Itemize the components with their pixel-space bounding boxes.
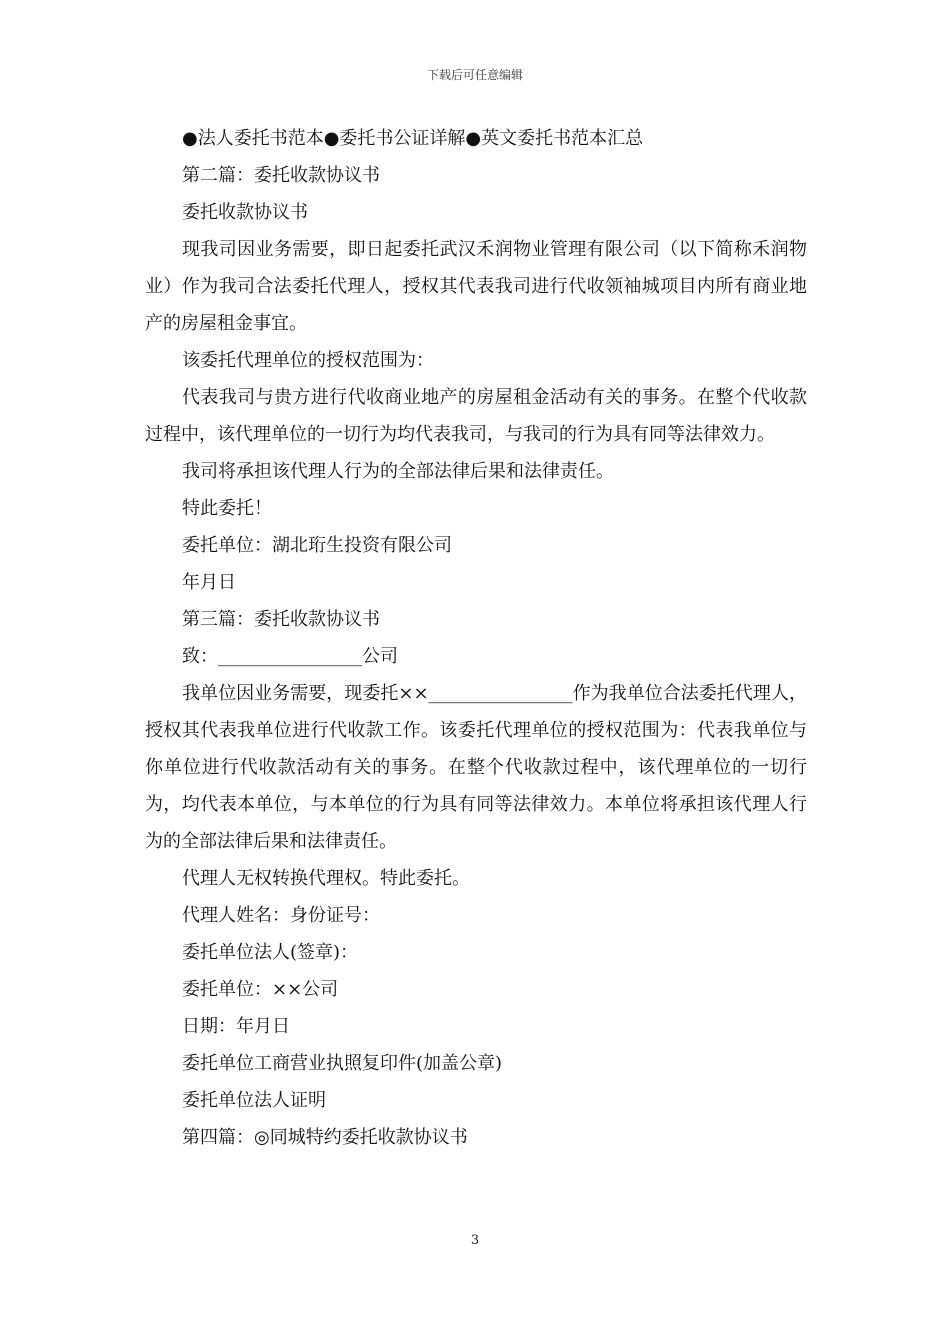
page-number: 3	[470, 1233, 480, 1248]
paragraph-no-transfer: 代理人无权转换代理权。特此委托。	[182, 868, 470, 889]
section-heading-3: 第三篇：委托收款协议书	[182, 609, 380, 630]
document-title-2: 委托收款协议书	[182, 202, 308, 223]
paragraph-legal-rep-signature: 委托单位法人(签章)：	[182, 942, 359, 963]
paragraph-entrusting-unit: 委托单位：湖北珩生投资有限公司	[182, 535, 452, 556]
paragraph-scope-detail: 代表我司与贵方进行代收商业地产的房屋租金活动有关的事务。在整个代收款过程中，该代理单位的一切行为均代表我司，与我司的行为具有同等法律效力。	[145, 387, 807, 445]
section-heading-4: 第四篇：◎同城特约委托收款协议书	[182, 1127, 468, 1148]
paragraph-entrustment: 现我司因业务需要，即日起委托武汉禾润物业管理有限公司（以下简称禾润物业）作为我司合法委托代理人，授权其代表我司进行代收领袖城项目内所有商业地产的房屋租金事宜。	[145, 239, 807, 334]
paragraph-agent-name: 代理人姓名：身份证号：	[182, 905, 380, 926]
paragraph-business-license: 委托单位工商营业执照复印件(加盖公章)	[182, 1053, 503, 1074]
paragraph-date: 年月日	[182, 572, 236, 593]
paragraph-liability: 我司将承担该代理人行为的全部法律后果和法律责任。	[182, 461, 614, 482]
document-body	[145, 120, 807, 1156]
paragraph-closing: 特此委托！	[182, 498, 272, 519]
paragraph-entrusting-unit-3: 委托单位：××公司	[182, 979, 339, 1000]
section-heading-2: 第二篇：委托收款协议书	[182, 165, 380, 186]
paragraph-entrustment-3: 我单位因业务需要，现委托××________________作为我单位合法委托代理人，授权其代表我单位进行代收款工作。该委托代理单位的授权范围为：代表我单位与你单位进行代收款活动有关的事务。在整个代收款过程中，该代理单位的一切行为，均代表本单位，与本单位的行为具有同等法律效力。本单位将承担该代理人行为的全部法律后果和法律责任。	[145, 683, 807, 852]
page-header: 下载后可任意编辑	[426, 68, 523, 82]
paragraph-related-links: ●法人委托书范本●委托书公证详解●英文委托书范本汇总	[182, 128, 644, 149]
paragraph-legal-rep-certificate: 委托单位法人证明	[182, 1090, 326, 1111]
paragraph-date-3: 日期：年月日	[182, 1016, 290, 1037]
paragraph-scope-label: 该委托代理单位的授权范围为：	[182, 350, 434, 371]
paragraph-addressee: 致：________________公司	[182, 646, 398, 667]
